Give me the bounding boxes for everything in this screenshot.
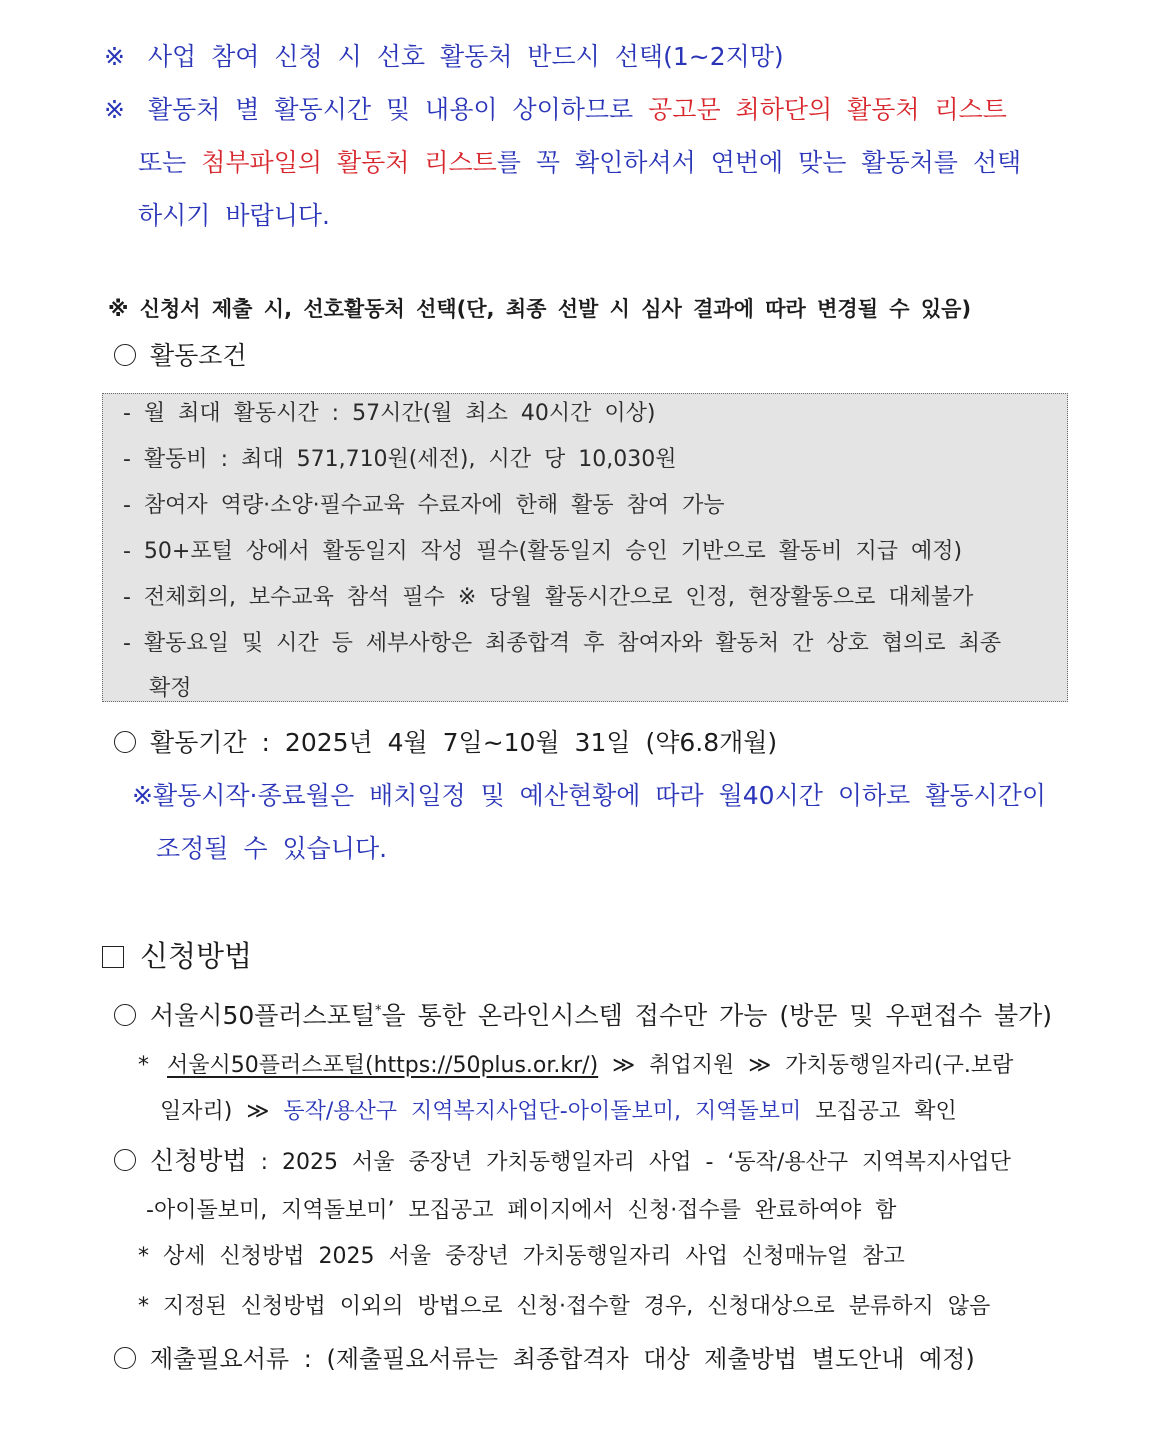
- condition-item: - 참여자 역량·소양·필수교육 수료자에 한해 활동 참여 가능: [123, 493, 725, 518]
- portal-link[interactable]: 서울시50플러스포털(https://50plus.or.kr/): [167, 1053, 599, 1078]
- apply-section-title: 신청방법: [140, 939, 253, 973]
- apply-detail-2: * 지정된 신청방법 이외의 방법으로 신청·접수할 경우, 신청대상으로 분류하지 않음: [138, 1294, 991, 1319]
- apply-section-heading: [102, 934, 252, 975]
- reference-mark: ※: [104, 95, 125, 124]
- conditions-box: [102, 393, 1068, 702]
- circle-bullet-icon: [114, 344, 136, 366]
- period-note-line-2: 조정될 수 있습니다.: [156, 834, 388, 863]
- notice-1: [104, 37, 784, 73]
- condition-item: - 활동비 : 최대 571,710원(세전), 시간 당 10,030원: [123, 447, 677, 472]
- conditions-heading: [114, 336, 247, 372]
- apply-path-line-1: * 서울시50플러스포털(https://50plus.or.kr/) ≫ 취업지원 ≫ 가치동행일자리(구.보람: [138, 1053, 1014, 1078]
- period-text: 활동기간 : 2025년 4월 7일~10월 31일 (약6.8개월): [150, 728, 778, 757]
- apply-path-line-2: 일자리) ≫ 동작/용산구 지역복지사업단-아이돌보미, 지역돌보미 모집공고 확인: [160, 1099, 957, 1124]
- condition-item: - 50+포털 상에서 활동일지 작성 필수(활동일지 승인 기반으로 활동비 지급 예정): [123, 539, 963, 564]
- notice-highlight: 첨부파일의 활동처 리스트: [201, 148, 497, 177]
- condition-item: - 월 최대 활동시간 : 57시간(월 최소 40시간 이상): [123, 401, 656, 426]
- apply-method-line-1: 신청방법 : 2025 서울 중장년 가치동행일자리 사업 - ‘동작/용산구 지역복지사업단: [114, 1141, 1011, 1177]
- period-note-line-1: ※활동시작·종료월은 배치일정 및 예산현황에 따라 월40시간 이하로 활동시간이: [132, 781, 1046, 810]
- notice-3: ※ 신청서 제출 시, 선호활동처 선택(단, 최종 선발 시 심사 결과에 따라 변경될 수 있음): [108, 297, 972, 321]
- reference-mark: ※: [104, 42, 125, 71]
- apply-method-line-2: -아이돌보미, 지역돌보미’ 모집공고 페이지에서 신청·접수를 완료하여야 함: [146, 1198, 897, 1223]
- period-line: [114, 723, 777, 759]
- condition-item: - 전체회의, 보수교육 참석 필수 ※ 당월 활동시간으로 인정, 현장활동으로 대체불가: [123, 585, 974, 610]
- notice-highlight: 공고문 최하단의 활동처 리스트: [648, 95, 1007, 124]
- apply-detail-1: * 상세 신청방법 2025 서울 중장년 가치동행일자리 사업 신청매뉴얼 참고: [138, 1244, 905, 1269]
- documents-label: 제출필요서류: [150, 1345, 290, 1373]
- notice-2-line-2: 또는 첨부파일의 활동처 리스트를 꼭 확인하셔서 연번에 맞는 활동처를 선택: [138, 148, 1022, 177]
- circle-bullet-icon: [114, 731, 136, 753]
- apply-method-label: 신청방법: [150, 1146, 247, 1175]
- condition-item-highlight-cont: 확정: [149, 676, 192, 701]
- notice-2-line-1: ※ 활동처 별 활동시간 및 내용이 상이하므로 공고문 최하단의 활동처 리스트: [104, 95, 1007, 124]
- apply-online-line: 서울시50플러스포털*을 통한 온라인시스템 접수만 가능 (방문 및 우편접수 불가): [114, 996, 1052, 1032]
- square-bullet-icon: [102, 946, 124, 968]
- documents-line: 제출필요서류 : (제출필요서류는 최종합격자 대상 제출방법 별도안내 예정): [114, 1339, 975, 1374]
- circle-bullet-icon: [114, 1347, 136, 1369]
- conditions-title: 활동조건: [150, 341, 247, 370]
- notice-2-line-3: 하시기 바랍니다.: [138, 201, 330, 230]
- circle-bullet-icon: [114, 1004, 136, 1026]
- notice-1-text: 사업 참여 신청 시 선호 활동처 반드시 선택(1~2지망): [147, 42, 784, 71]
- circle-bullet-icon: [114, 1149, 136, 1171]
- condition-item-highlight: - 활동요일 및 시간 등 세부사항은 최종합격 후 참여자와 활동처 간 상호 협의로 최종: [123, 631, 1002, 656]
- recruit-notice-name: 동작/용산구 지역복지사업단-아이돌보미, 지역돌보미: [283, 1099, 802, 1124]
